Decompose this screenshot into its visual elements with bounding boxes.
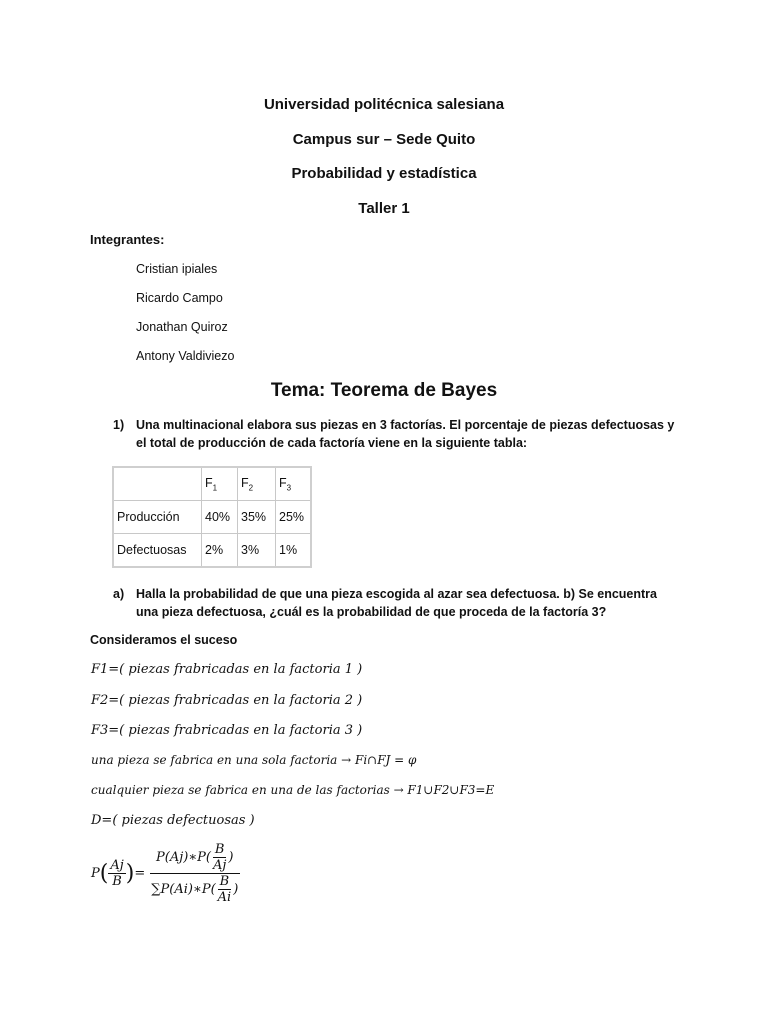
table-cell: 35%	[238, 501, 276, 534]
table-cell: 1%	[276, 534, 312, 568]
bayes-den-left: ∑P(Ai)∗P(	[151, 882, 216, 897]
table-header-cell: $F_2$	[238, 467, 276, 501]
event-f2: F2=( piezas frabricadas en la factoria 2 )	[91, 693, 363, 708]
table-header-row	[113, 467, 311, 501]
table-header-cell	[113, 467, 202, 501]
question-text: Halla la probabilidad de que una pieza escogida al azar sea defectuosa. b) Se encuentra una pieza defectuosa, ¿cuál es la probabilidad de que proceda de la factoría 3?	[136, 587, 657, 619]
production-table	[112, 466, 312, 568]
paren-close: )	[125, 861, 135, 886]
problem-number: 1)	[113, 418, 125, 432]
bayes-den-inner-fraction	[216, 874, 234, 905]
table-header-cell: $F_3$	[276, 467, 312, 501]
members-label: Integrantes:	[90, 232, 165, 247]
table-cell: 40%	[202, 501, 238, 534]
workshop-title: Taller 1	[358, 200, 410, 217]
bayes-rhs-fraction	[145, 842, 244, 905]
bayes-num-inner-fraction	[211, 842, 228, 873]
problem-text: Una multinacional elabora sus piezas en 3 factorías. El porcentaje de piezas defectuosas y el total de producción de cada factoría viene en la siguiente tabla:	[136, 418, 675, 450]
table-header-cell: $F_1$	[202, 467, 238, 501]
university-title: Universidad politécnica salesiana	[263, 96, 505, 113]
bayes-rhs-den	[145, 874, 244, 905]
bayes-formula	[91, 842, 244, 905]
event-f3: F3=( piezas frabricadas en la factoria 3 )	[91, 723, 363, 738]
inner-num: B	[214, 842, 225, 857]
close-paren: )	[233, 882, 239, 897]
any-factory-statement: cualquier pieza se fabrica en una de las factorias → F1∪F2∪F3=E	[91, 783, 495, 797]
paren-open: (	[99, 861, 109, 886]
bayes-lhs-num: Aj	[110, 858, 124, 873]
member-name: Ricardo Campo	[136, 291, 223, 305]
member-name: Jonathan Quiroz	[136, 320, 228, 334]
member-name: Cristian ipiales	[136, 262, 218, 276]
member-name: Antony Valdiviezo	[136, 349, 235, 363]
inner-num: B	[219, 874, 230, 889]
table-cell: 25%	[276, 501, 312, 534]
event-f1: F1=( piezas frabricadas en la factoria 1 )	[91, 662, 363, 677]
campus-title: Campus sur – Sede Quito	[292, 131, 476, 148]
table-row	[113, 534, 311, 568]
course-title: Probabilidad y estadística	[291, 165, 477, 182]
equals-sign: =	[134, 866, 146, 881]
topic-heading: Tema: Teorema de Bayes	[270, 380, 498, 401]
table-cell: 3%	[238, 534, 276, 568]
table-cell: Producción	[113, 501, 202, 534]
inner-den: Ai	[217, 890, 232, 905]
defective-event: D=( piezas defectuosas )	[91, 813, 255, 828]
single-factory-statement: una pieza se fabrica en una sola factoria → Fi∩FJ = φ	[91, 753, 417, 767]
bayes-rhs-num	[150, 842, 239, 874]
consider-text: Consideramos el suceso	[90, 633, 238, 647]
bayes-num-left: P(Aj)∗P(	[156, 850, 211, 865]
table-row	[113, 501, 311, 534]
table-cell: Defectuosas	[113, 534, 202, 568]
bayes-lhs-p: P	[91, 866, 100, 881]
table-cell: 2%	[202, 534, 238, 568]
bayes-lhs-fraction	[108, 858, 125, 889]
inner-den: Aj	[213, 858, 227, 873]
close-paren: )	[228, 850, 234, 865]
bayes-lhs-den: B	[112, 874, 122, 889]
question-label: a)	[113, 587, 125, 601]
